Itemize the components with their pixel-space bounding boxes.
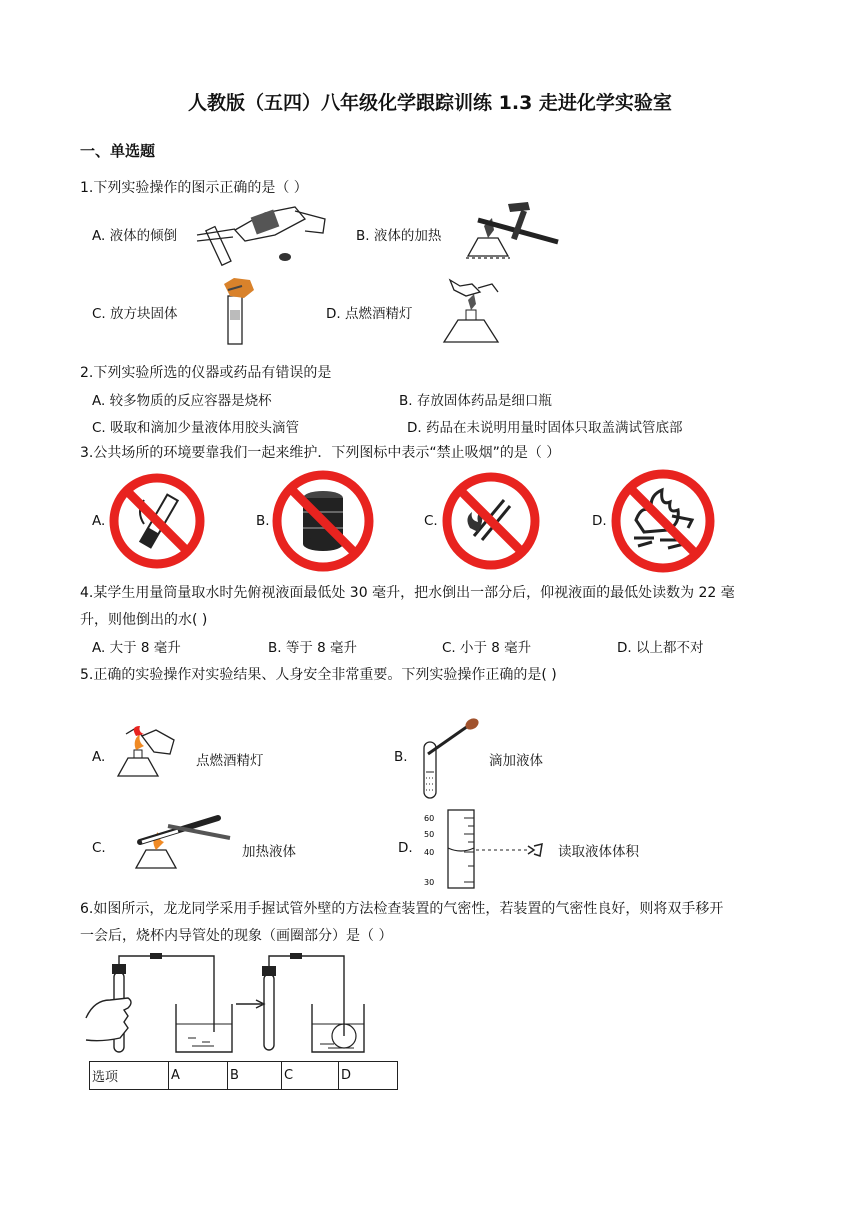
q5-option-d-label: 读取液体体积 xyxy=(558,844,639,860)
question-4-stem-line1: 4.某学生用量筒量取水时先俯视液面最低处 30 毫升，把水倒出一部分后，仰视液面的最低处读数为 22 毫 xyxy=(80,585,735,601)
table-cell-d[interactable]: D xyxy=(339,1062,398,1090)
cylinder-tick-50: 50 xyxy=(424,830,435,839)
table-cell-c[interactable]: C xyxy=(282,1062,339,1090)
q3-option-c[interactable]: C. xyxy=(424,513,438,529)
airtightness-apparatus-image xyxy=(84,950,364,1054)
table-cell-header: 选项 xyxy=(90,1062,169,1090)
dropper-image xyxy=(410,718,486,802)
q1-option-d[interactable]: D. 点燃酒精灯 xyxy=(326,306,413,322)
question-6-stem-line1: 6.如图所示，龙龙同学采用手握试管外壁的方法检查装置的气密性，若装置的气密性良好，则将双手移开 xyxy=(80,901,724,917)
answer-options-table xyxy=(89,1061,398,1090)
q3-option-a[interactable]: A. xyxy=(92,513,106,529)
q4-option-a[interactable]: A. 大于 8 毫升 xyxy=(92,640,181,656)
q2-option-a[interactable]: A. 较多物质的反应容器是烧杯 xyxy=(92,393,272,409)
q5-option-a-label: 点燃酒精灯 xyxy=(196,753,264,769)
q1-option-b[interactable]: B. 液体的加热 xyxy=(356,228,442,244)
q4-option-d[interactable]: D. 以上都不对 xyxy=(617,640,704,656)
cylinder-tick-40: 40 xyxy=(424,848,435,857)
place-solid-image xyxy=(214,276,264,346)
question-2-stem: 2.下列实验所选的仪器或药品有错误的是 xyxy=(80,365,332,381)
no-fire-sign-icon xyxy=(608,466,718,576)
q3-option-d[interactable]: D. xyxy=(592,513,607,529)
q2-option-d[interactable]: D. 药品在未说明用量时固体只取盖满试管底部 xyxy=(407,420,683,436)
cylinder-tick-30: 30 xyxy=(424,878,435,887)
page-title: 人教版（五四）八年级化学跟踪训练 1.3 走进化学实验室 xyxy=(188,92,672,114)
question-4-stem-line2: 升，则他倒出的水( ) xyxy=(80,612,208,628)
pour-liquid-image xyxy=(195,205,335,265)
question-1-stem: 1.下列实验操作的图示正确的是（ ） xyxy=(80,180,308,196)
q2-option-b[interactable]: B. 存放固体药品是细口瓶 xyxy=(399,393,552,409)
q5-option-c-letter[interactable]: C. xyxy=(92,840,106,856)
q5-option-b-letter[interactable]: B. xyxy=(394,749,408,765)
table-cell-a[interactable]: A xyxy=(169,1062,228,1090)
q5-option-d-letter[interactable]: D. xyxy=(398,840,413,856)
graduated-cylinder-image xyxy=(420,808,550,888)
q4-option-c[interactable]: C. 小于 8 毫升 xyxy=(442,640,532,656)
question-6-stem-line2: 一会后，烧杯内导管处的现象（画圈部分）是（ ） xyxy=(80,928,393,944)
alcohol-lamp-lighting-image xyxy=(106,726,180,780)
no-matches-sign-icon xyxy=(440,470,542,572)
table-row xyxy=(90,1062,398,1090)
no-smoking-sign-icon xyxy=(108,472,206,570)
q4-option-b[interactable]: B. 等于 8 毫升 xyxy=(268,640,358,656)
q5-option-c-label: 加热液体 xyxy=(242,844,296,860)
no-oil-drum-sign-icon xyxy=(270,468,376,574)
table-cell-b[interactable]: B xyxy=(228,1062,282,1090)
q1-option-a[interactable]: A. 液体的倾倒 xyxy=(92,228,178,244)
question-3-stem: 3.公共场所的环境要靠我们一起来维护．下列图标中表示“禁止吸烟”的是（ ） xyxy=(80,445,561,461)
heating-liquid-image xyxy=(118,808,234,870)
heat-liquid-image xyxy=(448,200,568,264)
cylinder-tick-60: 60 xyxy=(424,814,435,823)
light-alcohol-lamp-image xyxy=(436,276,506,346)
question-5-stem: 5.正确的实验操作对实验结果、人身安全非常重要。下列实验操作正确的是( ) xyxy=(80,667,557,683)
section-heading: 一、单选题 xyxy=(80,142,156,160)
q1-option-c[interactable]: C. 放方块固体 xyxy=(92,306,178,322)
q5-option-b-label: 滴加液体 xyxy=(489,753,543,769)
q5-option-a-letter[interactable]: A. xyxy=(92,749,106,765)
q3-option-b[interactable]: B. xyxy=(256,513,270,529)
q2-option-c[interactable]: C. 吸取和滴加少量液体用胶头滴管 xyxy=(92,420,300,436)
